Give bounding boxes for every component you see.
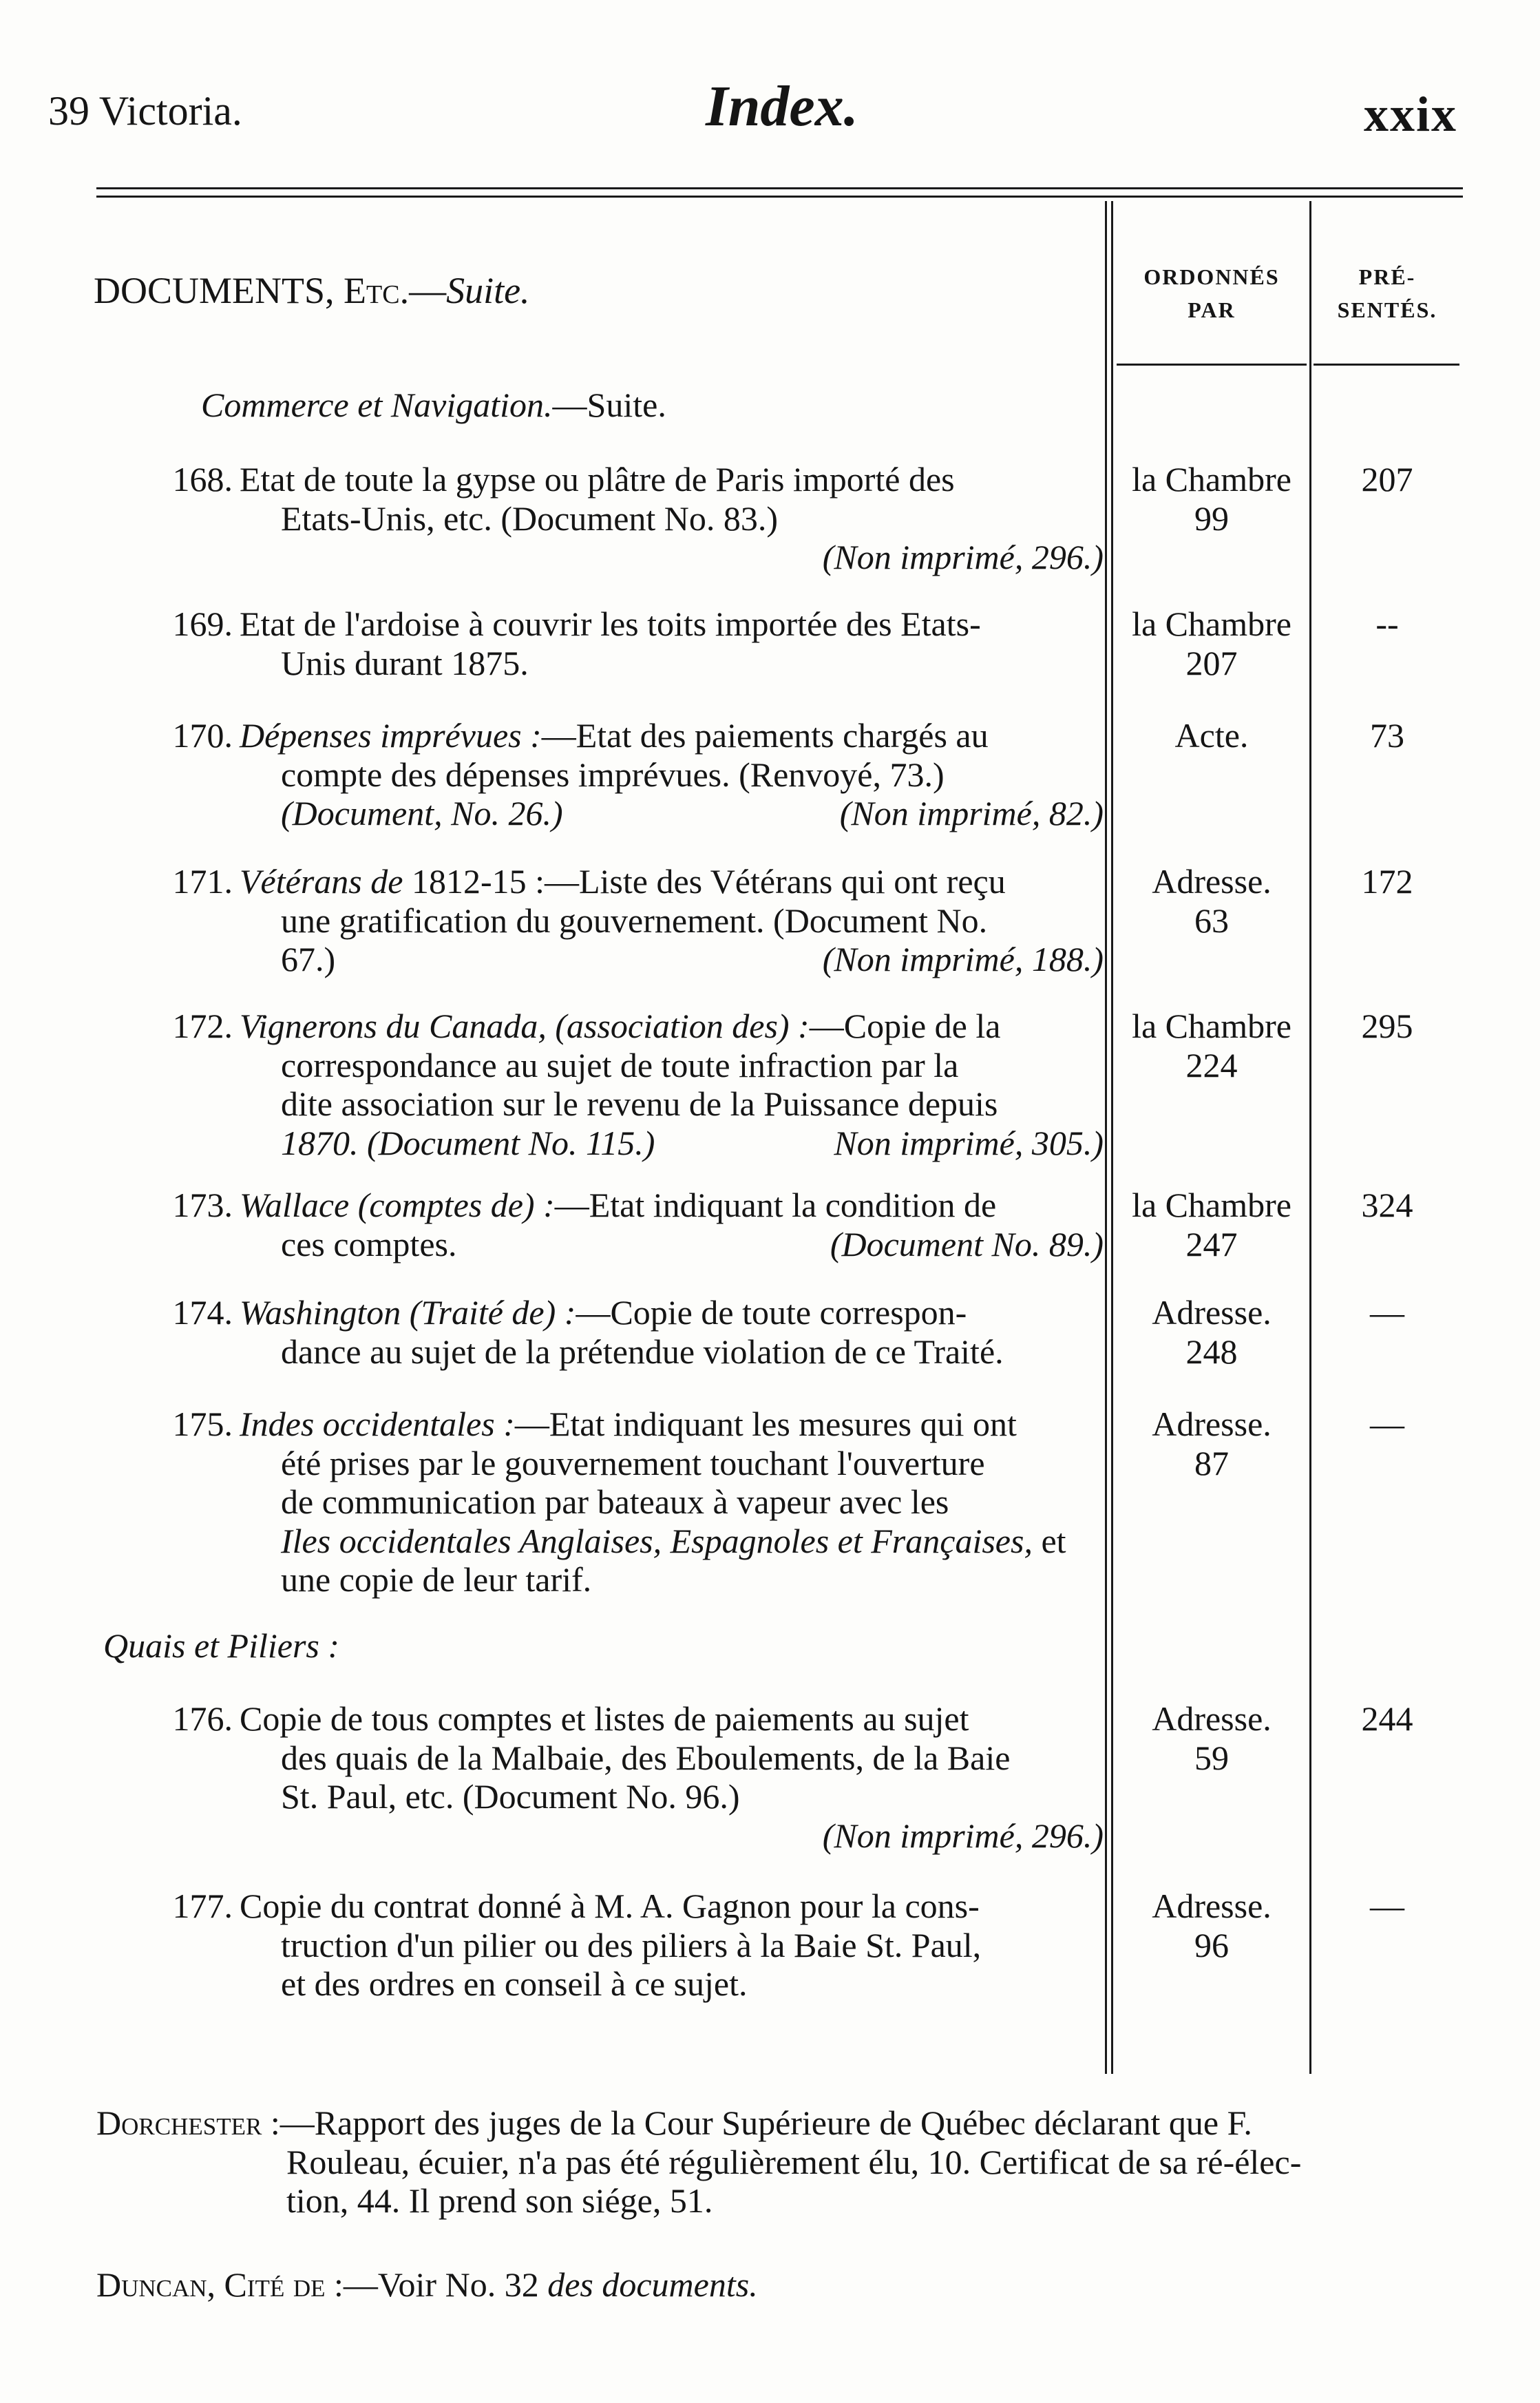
section-title	[94, 270, 530, 312]
entry-line: de communication par bateaux à vapeur avec les	[281, 1482, 949, 1521]
index-entry-dorchester	[96, 2103, 1466, 2221]
entry-line: compte des dépenses imprévues. (Renvoyé, 73.)	[281, 755, 945, 794]
entry-line: Copie de tous comptes et listes de paiements au sujet	[240, 1699, 969, 1738]
entry-number: 168.	[172, 460, 233, 499]
ordered-by-label: Adresse.	[1152, 1293, 1272, 1332]
entry-line: —Copie de toute correspon-	[576, 1293, 967, 1332]
entry-presented: 172	[1361, 862, 1413, 901]
ordered-by-page: 207	[1185, 643, 1238, 682]
entry-ordered-by	[1115, 605, 1308, 682]
column-header-ordered-line2: PAR	[1188, 297, 1236, 322]
ordered-by-label: la Chambre	[1132, 460, 1291, 499]
entry-ordered-by	[1115, 716, 1308, 755]
entry-line: été prises par le gouvernement touchant l'ouverture	[281, 1443, 985, 1482]
entry-line: dite association sur le revenu de la Puissance depuis	[281, 1084, 998, 1123]
entry-line: Etat de toute la gypse ou plâtre de Paris importé des	[240, 460, 955, 499]
entry-line: et des ordres en conseil à ce sujet.	[281, 1964, 748, 2003]
ordered-by-label: Adresse.	[1152, 1405, 1272, 1443]
entry-ordered-by	[1115, 1405, 1308, 1482]
index-line: des documents.	[547, 2265, 758, 2304]
ordered-by-page: 87	[1194, 1443, 1229, 1482]
entry-presented: 324	[1361, 1186, 1413, 1224]
entry-173	[240, 1186, 1104, 1263]
entry-line: 67.)	[281, 940, 336, 978]
entry-topic: Washington (Traité de) :	[240, 1293, 576, 1332]
entry-168	[240, 460, 1104, 577]
column-header-presented-line2: SENTÉS.	[1337, 297, 1437, 322]
ordered-by-page: 248	[1185, 1332, 1238, 1371]
entry-line: correspondance au sujet de toute infraction par la	[281, 1045, 959, 1084]
entry-line: truction d'un pilier ou des piliers à la Baie St. Paul,	[281, 1925, 982, 1964]
entry-line: une gratification du gouvernement. (Document No.	[281, 901, 988, 940]
entry-line: dance au sujet de la prétendue violation de ce Traité.	[281, 1332, 1004, 1371]
header-rule-top	[96, 187, 1463, 189]
entry-number: 173.	[172, 1186, 233, 1224]
subhead-commerce-suite: —Suite.	[552, 386, 666, 424]
ordered-by-page: 247	[1185, 1224, 1238, 1263]
entry-line: des quais de la Malbaie, des Eboulements, de la Baie	[281, 1738, 1011, 1777]
ordered-by-page: 59	[1194, 1738, 1229, 1777]
header-rule-bottom	[96, 196, 1463, 198]
ordered-by-page: 63	[1194, 901, 1229, 940]
column-header-ordered-line1: ORDONNÉS	[1143, 264, 1280, 289]
entry-line: ces comptes.	[281, 1224, 457, 1263]
ordered-by-label: la Chambre	[1132, 1186, 1291, 1224]
entry-170	[240, 716, 1104, 833]
page-header-page-number: xxix	[1363, 87, 1457, 142]
entry-topic: Vétérans de	[240, 862, 403, 901]
entry-number: 174.	[172, 1293, 233, 1332]
column-divider-left-a	[1105, 201, 1107, 2074]
ordered-by-label: la Chambre	[1132, 1007, 1291, 1045]
ordered-by-label: Acte.	[1174, 716, 1249, 755]
entry-line: —Etat des paiements chargés au	[541, 716, 989, 755]
column-header-underline-ordered	[1117, 364, 1307, 366]
ordered-by-label: la Chambre	[1132, 605, 1291, 643]
subhead-quais	[103, 1626, 339, 1666]
entry-number: 172.	[172, 1007, 233, 1045]
entry-line: et	[1032, 1521, 1066, 1560]
column-header-underline-presented	[1314, 364, 1459, 366]
column-divider-left-b	[1111, 201, 1113, 2074]
entry-presented: --	[1375, 605, 1399, 643]
index-line: Rouleau, écuier, n'a pas été régulièrement élu, 10. Certificat de sa ré-élec-	[286, 2142, 1302, 2181]
entry-line: (Document, No. 26.)	[281, 794, 563, 832]
entry-topic: Wallace (comptes de) :	[240, 1186, 555, 1224]
entry-presented: 73	[1370, 716, 1404, 755]
ordered-by-label: Adresse.	[1152, 1887, 1272, 1925]
index-entry-duncan	[96, 2265, 1466, 2305]
subhead-quais-label: Quais et Piliers :	[103, 1626, 340, 1665]
section-title-main: DOCUMENTS, Etc.—	[94, 270, 447, 311]
ordered-by-page: 224	[1185, 1045, 1238, 1084]
entry-ordered-by	[1115, 1699, 1308, 1777]
column-divider-right	[1309, 201, 1311, 2074]
entry-line: —Etat indiquant la condition de	[554, 1186, 997, 1224]
section-title-suite: Suite.	[446, 270, 530, 311]
entry-number: 176.	[172, 1699, 233, 1738]
index-line: :—Rapport des juges de la Cour Supérieure de Québec déclarant que F.	[262, 2103, 1252, 2142]
entry-ordered-by	[1115, 1887, 1308, 1964]
entry-topic: Indes occidentales :	[240, 1405, 515, 1443]
entry-line: (Non imprimé, 82.)	[839, 794, 1104, 832]
entry-line: une copie de leur tarif.	[281, 1560, 592, 1599]
entry-line: (Non imprimé, 188.)	[822, 940, 1104, 978]
entry-ordered-by	[1115, 460, 1308, 538]
entry-176	[240, 1699, 1104, 1855]
entry-line: —Etat indiquant les mesures qui ont	[514, 1405, 1017, 1443]
entry-presented: 295	[1361, 1007, 1413, 1045]
subhead-commerce-label: Commerce et Navigation.	[201, 386, 553, 424]
entry-number: 175.	[172, 1405, 233, 1443]
index-heading: Duncan, Cité de	[96, 2265, 326, 2304]
entry-ordered-by	[1115, 862, 1308, 940]
entry-presented: 244	[1361, 1699, 1413, 1738]
entry-line: St. Paul, etc. (Document No. 96.)	[281, 1777, 740, 1816]
column-header-presented	[1315, 260, 1459, 326]
ordered-by-page: 96	[1194, 1925, 1229, 1964]
entry-presented: 207	[1361, 460, 1413, 499]
page-header-title: Index.	[706, 74, 858, 138]
entry-line: (Document No. 89.)	[830, 1224, 1104, 1263]
ordered-by-label: Adresse.	[1152, 1699, 1272, 1738]
entry-177	[240, 1887, 1104, 2004]
entry-ordered-by	[1115, 1186, 1308, 1263]
column-header-presented-line1: PRÉ-	[1358, 264, 1416, 289]
subhead-commerce	[201, 386, 666, 425]
entry-line: Copie du contrat donné à M. A. Gagnon pour la cons-	[240, 1887, 980, 1925]
entry-number: 171.	[172, 862, 233, 901]
entry-ordered-by	[1115, 1293, 1308, 1371]
entry-presented: —	[1370, 1887, 1404, 1925]
entry-number: 177.	[172, 1887, 233, 1925]
entry-topic: Dépenses imprévues :	[240, 716, 542, 755]
entry-ordered-by	[1115, 1007, 1308, 1084]
entry-presented: —	[1370, 1405, 1404, 1443]
index-line: tion, 44. Il prend son siége, 51.	[286, 2181, 713, 2220]
entry-line: Iles occidentales Anglaises, Espagnoles et Françaises,	[281, 1521, 1033, 1560]
entry-174	[240, 1293, 1104, 1371]
ordered-by-page: 99	[1194, 499, 1229, 538]
entry-line: Non imprimé, 305.)	[834, 1123, 1104, 1162]
index-line: :—Voir No. 32	[325, 2265, 548, 2304]
column-header-ordered	[1115, 260, 1308, 326]
index-heading: Dorchester	[96, 2103, 262, 2142]
entry-topic: Vignerons du Canada, (association des) :	[240, 1007, 810, 1045]
entry-175	[240, 1405, 1104, 1599]
entry-line: Etats-Unis, etc. (Document No. 83.)	[281, 499, 779, 538]
page-header-session: 39 Victoria.	[48, 88, 242, 134]
entry-line: (Non imprimé, 296.)	[822, 1816, 1104, 1855]
entry-line: Etat de l'ardoise à couvrir les toits importée des Etats-	[240, 605, 981, 643]
entry-172	[240, 1007, 1104, 1162]
entry-line: 1812-15 :—Liste des Vétérans qui ont reçu	[403, 862, 1006, 901]
entry-line: 1870. (Document No. 115.)	[281, 1123, 655, 1162]
entry-171	[240, 862, 1104, 979]
ordered-by-label: Adresse.	[1152, 862, 1272, 901]
entry-line: (Non imprimé, 296.)	[822, 538, 1104, 576]
entry-presented: —	[1370, 1293, 1404, 1332]
entry-number: 169.	[172, 605, 233, 643]
entry-line: —Copie de la	[809, 1007, 1001, 1045]
entry-line: Unis durant 1875.	[281, 643, 529, 682]
entry-number: 170.	[172, 716, 233, 755]
entry-169	[240, 605, 1104, 682]
